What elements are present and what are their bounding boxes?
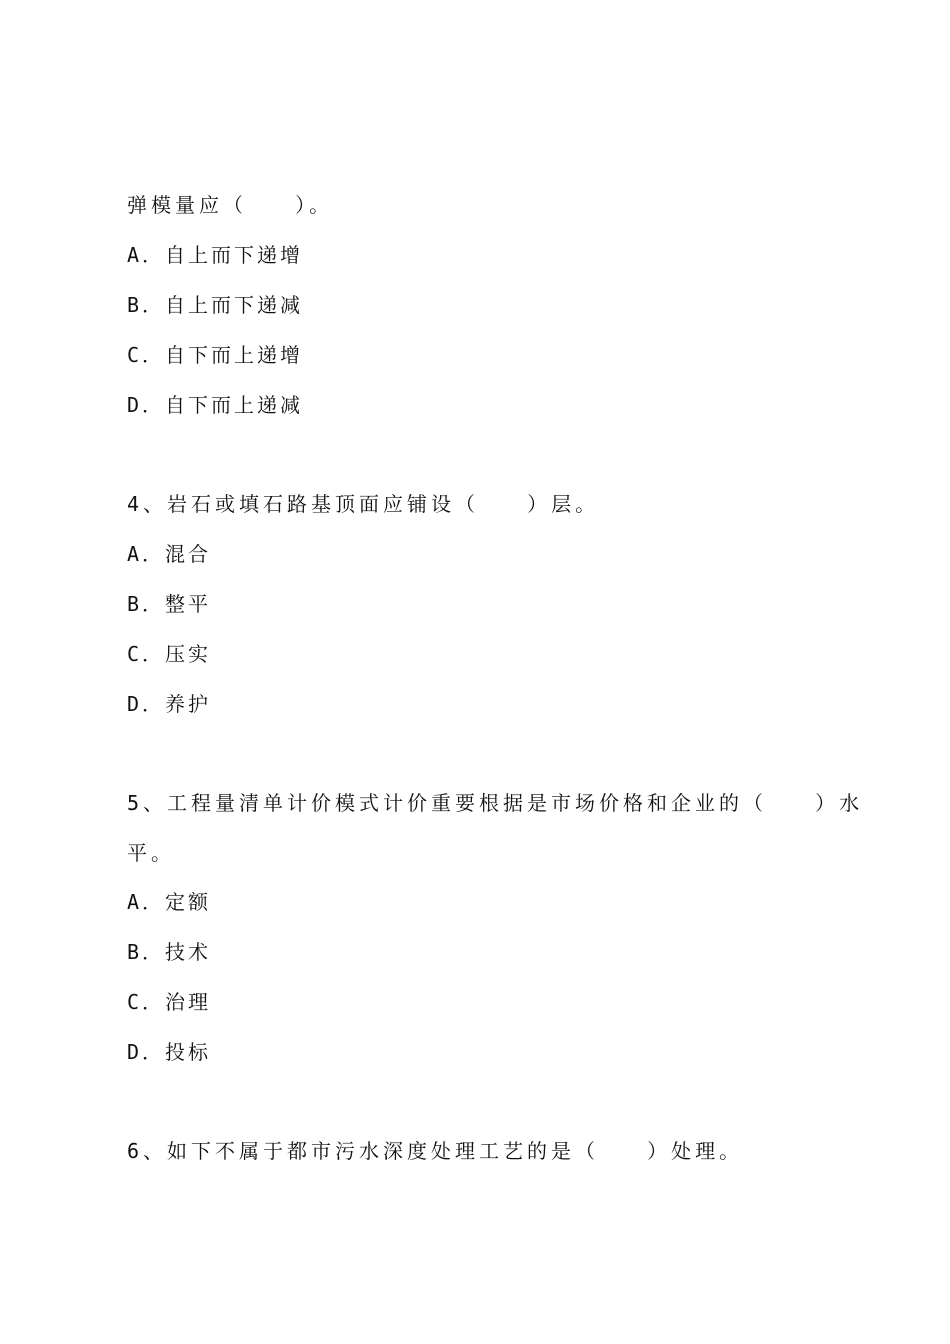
question-4-stem: 4、岩石或填石路基顶面应铺设（ ）层。 [127,492,600,516]
question-5-option-b: B．技术 [127,940,212,964]
question-4-option-c: C．压实 [127,642,212,666]
question-3-option-d: D．自下而上递减 [127,393,304,417]
question-4-option-b: B．整平 [127,592,212,616]
question-3-option-a: A．自上而下递增 [127,243,304,267]
question-6-stem: 6、如下不属于都市污水深度处理工艺的是（ ）处理。 [127,1139,744,1163]
question-5-option-c: C．治理 [127,990,212,1014]
question-3-option-c: C．自下而上递增 [127,343,304,367]
question-4-option-d: D．养护 [127,692,212,716]
question-5-stem-line-2: 平。 [127,841,175,865]
question-4-option-a: A．混合 [127,542,212,566]
question-5-option-d: D．投标 [127,1040,212,1064]
question-3-stem-continuation: 弹模量应（ ）。 [127,193,334,217]
question-5-stem-line-1: 5、工程量清单计价模式计价重要根据是市场价格和企业的（ ）水 [127,791,864,815]
question-3-option-b: B．自上而下递减 [127,293,304,317]
question-5-option-a: A．定额 [127,890,212,914]
